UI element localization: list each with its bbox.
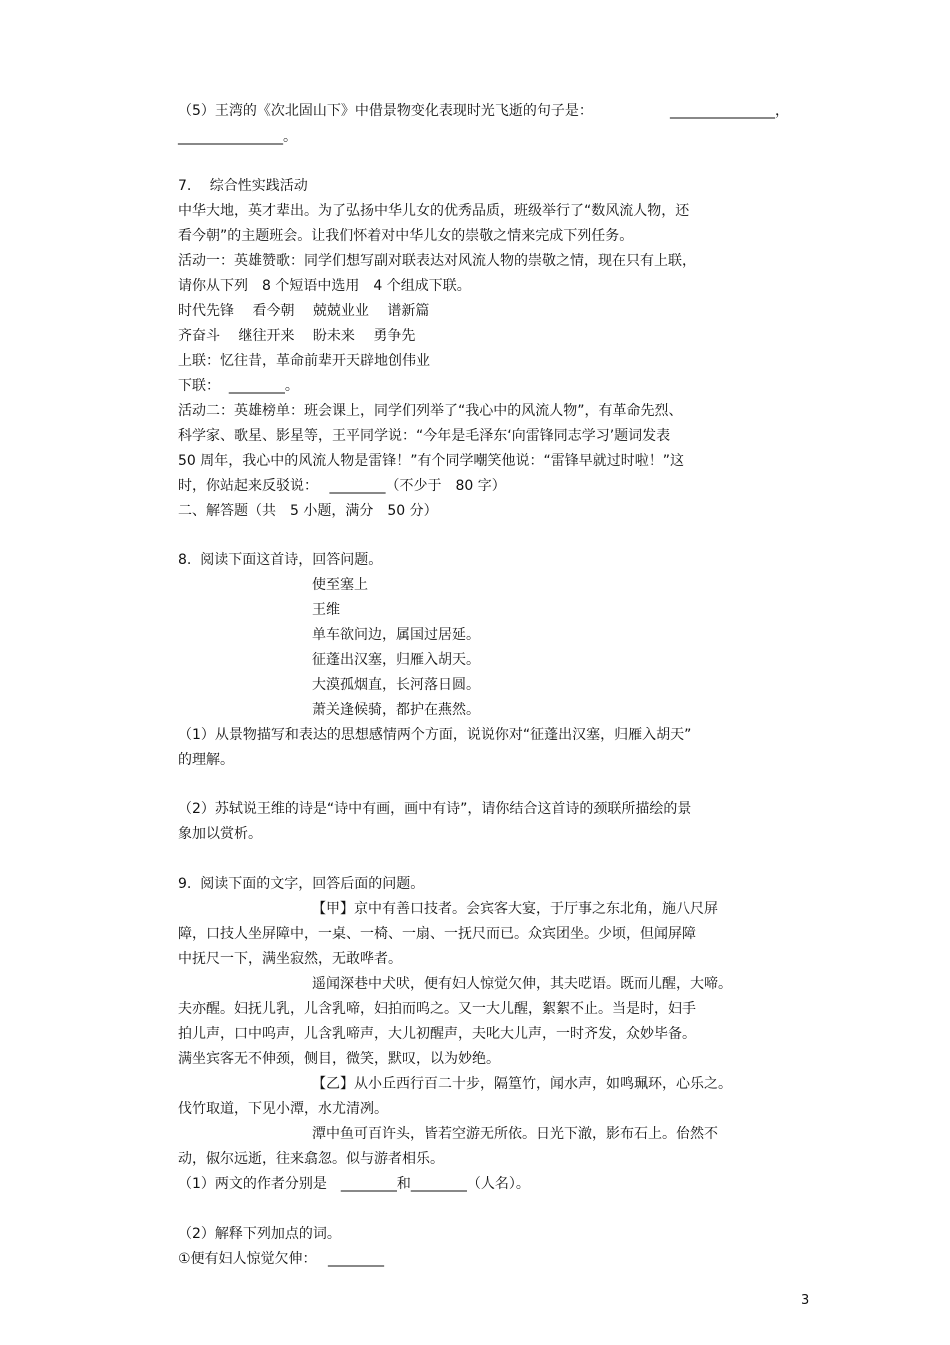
paragraph-line: 看今朝”的主题班会。让我们怀着对中华儿女的崇敬之情来完成下列任务。 <box>178 228 634 244</box>
page-number: 3 <box>801 1293 810 1308</box>
poem-line: 征蓬出汉塞，归雁入胡天。 <box>312 652 480 668</box>
sub-question: （2）苏轼说王维的诗是“诗中有画，画中有诗”，请你结合这首诗的颈联所描绘的景 <box>178 801 692 817</box>
paragraph-line: 50 周年，我心中的风流人物是雷锋！”有个同学嘲笑他说：“雷锋早就过时啦！”这 <box>178 453 685 469</box>
paragraph-line: 时，你站起来反驳说： ________（不少于 80 字） <box>178 478 506 494</box>
passage-line: 【甲】京中有善口技者。会宾客大宴，于厅事之东北角，施八尺屏 <box>312 901 718 917</box>
paragraph-line: 中华大地，英才辈出。为了弘扬中华儿女的优秀品质，班级举行了“数风流人物，还 <box>178 203 690 219</box>
couplet-lower: 下联： ________。 <box>178 378 299 394</box>
paragraph-line: 请你从下列 8 个短语中选用 4 个组成下联。 <box>178 278 471 294</box>
sub-question: 的理解。 <box>178 752 234 768</box>
poem-line: 单车欲问边，属国过居延。 <box>312 627 480 643</box>
answer-blank: _______________。 <box>178 129 297 145</box>
poem-line: 萧关逢候骑，都护在燕然。 <box>312 702 480 718</box>
couplet-upper: 上联：忆往昔，革命前辈开天辟地创伟业 <box>178 353 430 369</box>
question-7-heading: 7. 综合性实践活动 <box>178 178 308 194</box>
passage-line: 遥闻深巷中犬吠，便有妇人惊觉欠伸，其夫呓语。既而儿醒，大啼。 <box>312 976 732 992</box>
poem-author: 王维 <box>312 602 340 618</box>
passage-line: 伐竹取道，下见小潭，水尤清冽。 <box>178 1101 388 1117</box>
poem-line: 大漠孤烟直，长河落日圆。 <box>312 677 480 693</box>
passage-line: 动，俶尔远逝，往来翕忽。似与游者相乐。 <box>178 1151 444 1167</box>
question-9-heading: 9. 阅读下面的文字，回答后面的问题。 <box>178 876 425 892</box>
passage-line: 潭中鱼可百许头，皆若空游无所依。日光下澈，影布石上。佁然不 <box>312 1126 718 1142</box>
passage-line: 夫亦醒。妇抚儿乳，儿含乳啼，妇拍而呜之。又一大儿醒，絮絮不止。当是时，妇手 <box>178 1001 696 1017</box>
sub-question: （1）两文的作者分别是 ________和________（人名）。 <box>178 1176 530 1192</box>
paragraph-line: 活动二：英雄榜单：班会课上，同学们列举了“我心中的风流人物”，有革命先烈、 <box>178 403 683 419</box>
passage-line: 【乙】从小丘西行百二十步，隔篁竹，闻水声，如鸣珮环，心乐之。 <box>312 1076 732 1092</box>
sub-question: （1）从景物描写和表达的思想感情两个方面，说说你对“征蓬出汉塞，归雁入胡天” <box>178 727 692 743</box>
passage-line: 满坐宾客无不伸颈，侧目，微笑，默叹，以为妙绝。 <box>178 1051 500 1067</box>
question-8-heading: 8. 阅读下面这首诗，回答问题。 <box>178 552 383 568</box>
answer-blank: _______________， <box>670 103 789 119</box>
paragraph-line: 科学家、歌星、影星等，王平同学说：“今年是毛泽东‘向雷锋同志学习’题词发表 <box>178 428 671 444</box>
question-5-text: （5）王湾的《次北固山下》中借景物变化表现时光飞逝的句子是： <box>178 103 593 119</box>
poem-title: 使至塞上 <box>312 577 368 593</box>
phrase-list: 齐奋斗 继往开来 盼未来 勇争先 <box>178 328 416 344</box>
passage-line: 中抚尺一下，满坐寂然，无敢哗者。 <box>178 951 402 967</box>
section-heading: 二、解答题（共 5 小题，满分 50 分） <box>178 503 438 519</box>
sub-question: （2）解释下列加点的词。 <box>178 1226 341 1242</box>
paragraph-line: 活动一：英雄赞歌：同学们想写副对联表达对风流人物的崇敬之情，现在只有上联， <box>178 253 696 269</box>
sub-question: 象加以赏析。 <box>178 826 262 842</box>
sub-question: ①便有妇人惊觉欠伸： ________ <box>178 1251 385 1267</box>
passage-line: 障，口技人坐屏障中，一桌、一椅、一扇、一抚尺而已。众宾团坐。少顷，但闻屏障 <box>178 926 696 942</box>
phrase-list: 时代先锋 看今朝 兢兢业业 谱新篇 <box>178 303 430 319</box>
passage-line: 拍儿声，口中呜声，儿含乳啼声，大儿初醒声，夫叱大儿声，一时齐发，众妙毕备。 <box>178 1026 696 1042</box>
